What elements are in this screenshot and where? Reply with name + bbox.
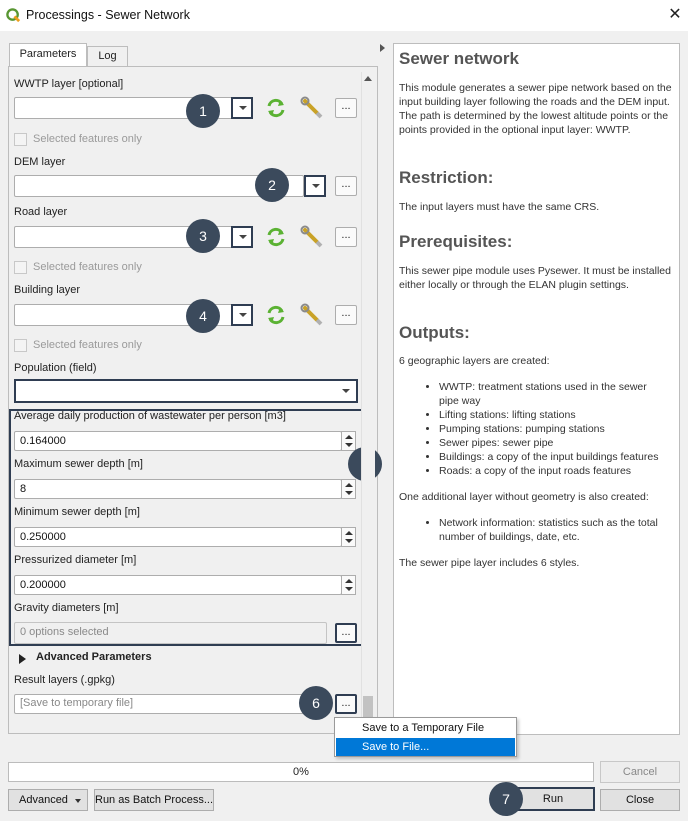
- min-depth-value: 0.250000: [20, 531, 66, 543]
- list-item: • Sewer pipes: sewer pipe: [439, 436, 669, 450]
- gravity-diameters-label: Gravity diameters [m]: [14, 602, 119, 614]
- max-depth-value: 8: [20, 483, 27, 495]
- help-restriction-title: Restriction:: [399, 168, 494, 187]
- advanced-parameters-toggle[interactable]: Advanced Parameters: [36, 651, 152, 663]
- result-layers-placeholder: [Save to temporary file]: [20, 697, 134, 709]
- callout-badge-1: 1: [186, 94, 220, 128]
- list-item: • Lifting stations: lifting stations: [439, 408, 669, 422]
- max-depth-label: Maximum sewer depth [m]: [14, 458, 143, 470]
- tab-log[interactable]: Log: [87, 46, 128, 66]
- list-item: • Network information: statistics such as the total number of buildings, date, etc.: [439, 516, 669, 544]
- population-field-label: Population (field): [14, 362, 97, 374]
- callout-badge-6: 6: [299, 686, 333, 720]
- help-title: Sewer network: [399, 49, 519, 68]
- gravity-diameters-field[interactable]: [14, 622, 327, 644]
- collapse-help-arrow-icon[interactable]: [380, 44, 385, 52]
- wrench-icon[interactable]: [300, 96, 324, 120]
- building-layer-label: Building layer: [14, 284, 81, 296]
- help-additional-intro: One additional layer without geometry is also created:: [399, 491, 649, 503]
- run-button[interactable]: Run: [511, 787, 595, 811]
- list-item: • Roads: a copy of the input roads features: [439, 464, 669, 478]
- qgis-logo-icon: [6, 8, 21, 23]
- callout-badge-4: 4: [186, 299, 220, 333]
- list-item: • Pumping stations: pumping stations: [439, 422, 669, 436]
- wwtp-selected-only-label: Selected features only: [33, 133, 142, 145]
- menu-item-save-to-file[interactable]: Save to File...: [336, 738, 515, 756]
- params-scrollbar[interactable]: [361, 72, 375, 732]
- avg-production-input[interactable]: [14, 431, 342, 451]
- run-as-batch-button[interactable]: Run as Batch Process...: [94, 789, 214, 811]
- building-dropdown-arrow[interactable]: [231, 304, 253, 326]
- dem-layer-label: DEM layer: [14, 156, 66, 168]
- road-selected-only-label: Selected features only: [33, 261, 142, 273]
- iterate-icon[interactable]: [265, 226, 287, 248]
- close-icon[interactable]: ✕: [668, 6, 682, 23]
- min-depth-label: Minimum sewer depth [m]: [14, 506, 140, 518]
- pressurized-diameter-label: Pressurized diameter [m]: [14, 554, 137, 566]
- list-item: • WWTP: treatment stations used in the sewer pipe way: [439, 380, 669, 408]
- help-restriction-text: The input layers must have the same CRS.: [399, 201, 600, 213]
- avg-production-label: Average daily production of wastewater per person [m3]: [14, 410, 286, 422]
- wwtp-dropdown-arrow[interactable]: [231, 97, 253, 119]
- gravity-diameters-value: 0 options selected: [20, 626, 109, 638]
- help-prereq-text: This sewer pipe module uses Pysewer. It must be installed either locally or through the ELAN plugin settings.: [399, 265, 671, 291]
- road-layer-label: Road layer: [14, 206, 68, 218]
- iterate-icon[interactable]: [265, 304, 287, 326]
- expand-triangle-icon[interactable]: [19, 654, 26, 664]
- building-options-button[interactable]: ...: [335, 305, 357, 325]
- progress-bar: [8, 762, 594, 782]
- help-additional-list: [399, 516, 669, 544]
- help-outputs-intro: 6 geographic layers are created:: [399, 355, 550, 367]
- wwtp-selected-only-checkbox[interactable]: [14, 133, 27, 146]
- window-title: Processings - Sewer Network: [26, 8, 190, 22]
- help-outputs-list: [399, 380, 669, 478]
- scroll-up-icon[interactable]: [361, 72, 375, 86]
- building-selected-only-label: Selected features only: [33, 339, 142, 351]
- result-layers-label: Result layers (.gpkg): [14, 674, 115, 686]
- iterate-icon[interactable]: [265, 97, 287, 119]
- list-item: • Buildings: a copy of the input buildings features: [439, 450, 669, 464]
- avg-production-value: 0.164000: [20, 435, 66, 447]
- road-selected-only-checkbox[interactable]: [14, 261, 27, 274]
- pressurized-diameter-value: 0.200000: [20, 579, 66, 591]
- result-layers-input[interactable]: [14, 694, 330, 714]
- avg-production-stepper[interactable]: [341, 431, 356, 451]
- result-layers-options-button[interactable]: ...: [335, 694, 357, 714]
- wrench-icon[interactable]: [300, 303, 324, 327]
- min-depth-input[interactable]: [14, 527, 342, 547]
- max-depth-input[interactable]: [14, 479, 342, 499]
- menu-item-save-temporary[interactable]: Save to a Temporary File: [362, 722, 485, 734]
- callout-badge-7: 7: [489, 782, 523, 816]
- max-depth-stepper[interactable]: [341, 479, 356, 499]
- wwtp-options-button[interactable]: ...: [335, 98, 357, 118]
- cancel-button[interactable]: Cancel: [600, 761, 680, 783]
- building-selected-only-checkbox[interactable]: [14, 339, 27, 352]
- dem-options-button[interactable]: ...: [335, 176, 357, 196]
- help-panel: [393, 43, 680, 735]
- help-styles-text: The sewer pipe layer includes 6 styles.: [399, 557, 580, 569]
- help-outputs-title: Outputs:: [399, 323, 470, 342]
- min-depth-stepper[interactable]: [341, 527, 356, 547]
- dem-dropdown-arrow[interactable]: [304, 175, 326, 197]
- save-options-menu: [334, 717, 517, 757]
- road-dropdown-arrow[interactable]: [231, 226, 253, 248]
- wrench-icon[interactable]: [300, 225, 324, 249]
- pressurized-diameter-stepper[interactable]: [341, 575, 356, 595]
- tab-parameters[interactable]: Parameters: [9, 43, 87, 67]
- help-prereq-title: Prerequisites:: [399, 232, 513, 251]
- gravity-diameters-options-button[interactable]: ...: [335, 623, 357, 643]
- road-options-button[interactable]: ...: [335, 227, 357, 247]
- progress-text: 0%: [293, 766, 309, 778]
- close-button[interactable]: Close: [600, 789, 680, 811]
- help-intro: This module generates a sewer pipe network based on the input building layer following the roads and the DEM input. The path is determined by the lowest altitude points or the points provided in the optional input layer: WWTP.: [399, 82, 672, 136]
- callout-badge-2: 2: [255, 168, 289, 202]
- callout-badge-3: 3: [186, 219, 220, 253]
- wwtp-layer-label: WWTP layer [optional]: [14, 78, 124, 90]
- population-field-combo[interactable]: [14, 379, 358, 403]
- advanced-menu-button[interactable]: Advanced: [8, 789, 88, 811]
- pressurized-diameter-input[interactable]: [14, 575, 342, 595]
